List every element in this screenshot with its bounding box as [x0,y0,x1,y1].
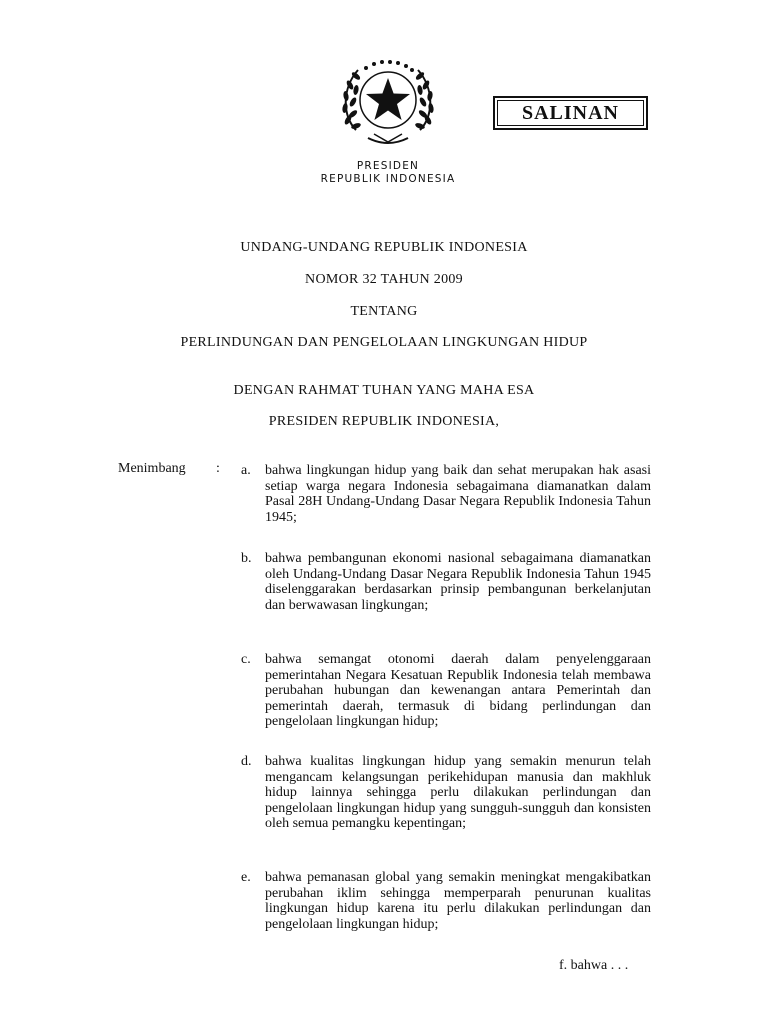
title-rahmat: DENGAN RAHMAT TUHAN YANG MAHA ESA [233,383,535,398]
menimbang-colon: : [216,461,220,476]
item-text: bahwa pembangunan ekonomi nasional sebagaimana diamanatkan oleh Undang-Undang Dasar Negara Republik Indonesia Tahun 1945 diselenggarakan berdasarkan prinsip pembangunan berkelanjutan dan berwawasan lingkungan; [265,551,651,613]
item-text: bahwa pemanasan global yang semakin meningkat mengakibatkan perubahan iklim sehingga memperparah penurunan kualitas lingkungan hidup karena itu perlu dilakukan perlindungan dan pengelolaan lingkungan hidup; [265,870,651,932]
title-subject: PERLINDUNGAN DAN PENGELOLAAN LINGKUNGAN HIDUP [180,335,588,350]
title-tentang: TENTANG [350,304,418,319]
letterhead [300,160,476,186]
title-number: NOMOR 32 TAHUN 2009 [305,272,463,287]
salinan-label: SALINAN [521,101,620,124]
item-marker: b. [241,551,252,566]
letterhead-republik: REPUBLIK INDONESIA [320,173,456,185]
letterhead-presiden: PRESIDEN [356,160,420,172]
item-marker: d. [241,754,252,769]
item-marker: e. [241,870,251,885]
title-presiden: PRESIDEN REPUBLIK INDONESIA, [268,414,500,429]
page-continuation: f. bahwa . . . [559,958,629,973]
item-marker: a. [241,463,251,478]
item-text: bahwa kualitas lingkungan hidup yang semakin menurun telah mengancam kelangsungan perikehidupan manusia dan makhluk hidup lainnya sehingga perlu dilakukan perlindungan dan pengelolaan lingkungan hidup yang sungguh-sungguh dan konsisten oleh semua pemangku kepentingan; [265,754,651,832]
menimbang-label: Menimbang [118,461,186,476]
item-marker: c. [241,652,251,667]
item-text: bahwa lingkungan hidup yang baik dan sehat merupakan hak asasi setiap warga negara Indonesia sebagaimana diamanatkan dalam Pasal 28H Undang-Undang Dasar Negara Republik Indonesia Tahun 1945; [265,463,651,525]
title-law: UNDANG-UNDANG REPUBLIK INDONESIA [240,240,528,255]
salinan-stamp [493,96,648,130]
garuda-star-wreath-icon [336,58,440,148]
item-text: bahwa semangat otonomi daerah dalam penyelenggaraan pemerintahan Negara Kesatuan Republik Indonesia telah membawa perubahan hubungan dan kewenangan antara Pemerintah dan pemerintah daerah, termasuk di bidang perlindungan dan pengelolaan lingkungan hidup; [265,652,651,730]
